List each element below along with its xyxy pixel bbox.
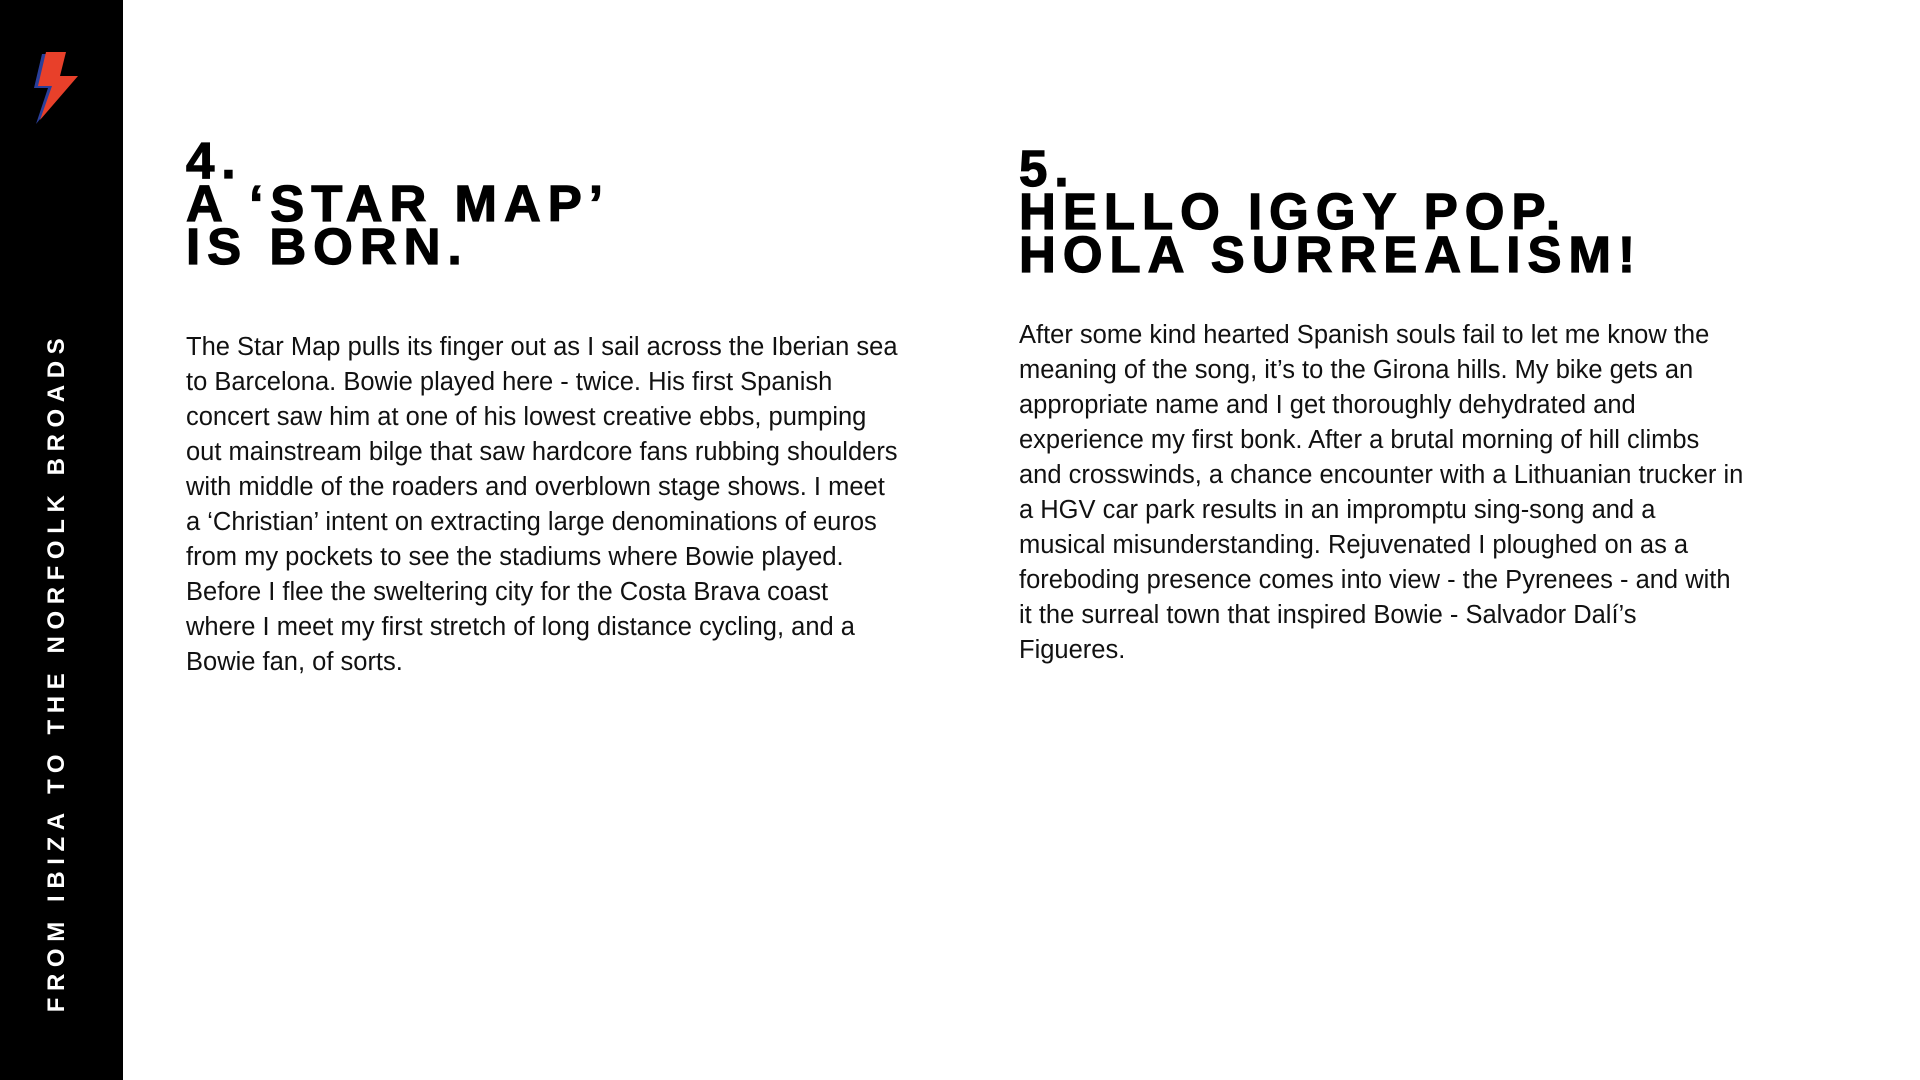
body-line: a HGV car park results in an impromptu sing-song and a [1019, 496, 1656, 524]
body-line: where I meet my first stretch of long distance cycling, and a [186, 613, 855, 641]
section-body [1019, 318, 1743, 668]
heading-line: IS BORN. [186, 218, 469, 275]
body-line: appropriate name and I get thoroughly dehydrated and [1019, 391, 1636, 419]
sidebar [0, 0, 123, 1080]
heading-line: HOLA SURREALISM! [1019, 226, 1642, 283]
heading-number: 4. [186, 132, 243, 189]
body-line: musical misunderstanding. Rejuvenated I ploughed on as a [1019, 531, 1689, 559]
body-line: to Barcelona. Bowie played here - twice. His first Spanish [186, 368, 833, 396]
body-line: meaning of the song, it’s to the Girona hills. My bike gets an [1019, 356, 1694, 384]
body-line: Bowie fan, of sorts. [186, 648, 403, 676]
heading-line: HELLO IGGY POP. [1019, 183, 1568, 240]
body-line: concert saw him at one of his lowest creative ebbs, pumping [186, 403, 867, 431]
body-line: experience my first bonk. After a brutal morning of hill climbs [1019, 426, 1700, 454]
body-line: a ‘Christian’ intent on extracting large denominations of euros [186, 508, 877, 536]
body-line: with middle of the roaders and overblown stage shows. I meet [186, 473, 885, 501]
body-line: and crosswinds, a chance encounter with a Lithuanian trucker in [1019, 461, 1744, 489]
heading-number: 5. [1019, 140, 1076, 197]
lightning-bolt-icon [32, 48, 86, 124]
body-line: The Star Map pulls its finger out as I sail across the Iberian sea [186, 333, 898, 361]
section-heading [1019, 140, 1642, 283]
section-heading [186, 132, 610, 275]
heading-line: A ‘STAR MAP’ [186, 175, 610, 232]
body-line: from my pockets to see the stadiums where Bowie played. [186, 543, 844, 571]
body-line: Before I flee the sweltering city for the Costa Brava coast [186, 578, 829, 606]
body-line: foreboding presence comes into view - the Pyrenees - and with [1019, 566, 1731, 594]
sidebar-title: FROM IBIZA TO THE NORFOLK BROADS [43, 331, 70, 1013]
body-line: Figueres. [1019, 636, 1126, 664]
body-line: out mainstream bilge that saw hardcore fans rubbing shoulders [186, 438, 898, 466]
section-body [186, 330, 898, 680]
body-line: it the surreal town that inspired Bowie - Salvador Dalí’s [1019, 601, 1637, 629]
body-line: After some kind hearted Spanish souls fail to let me know the [1019, 321, 1710, 349]
